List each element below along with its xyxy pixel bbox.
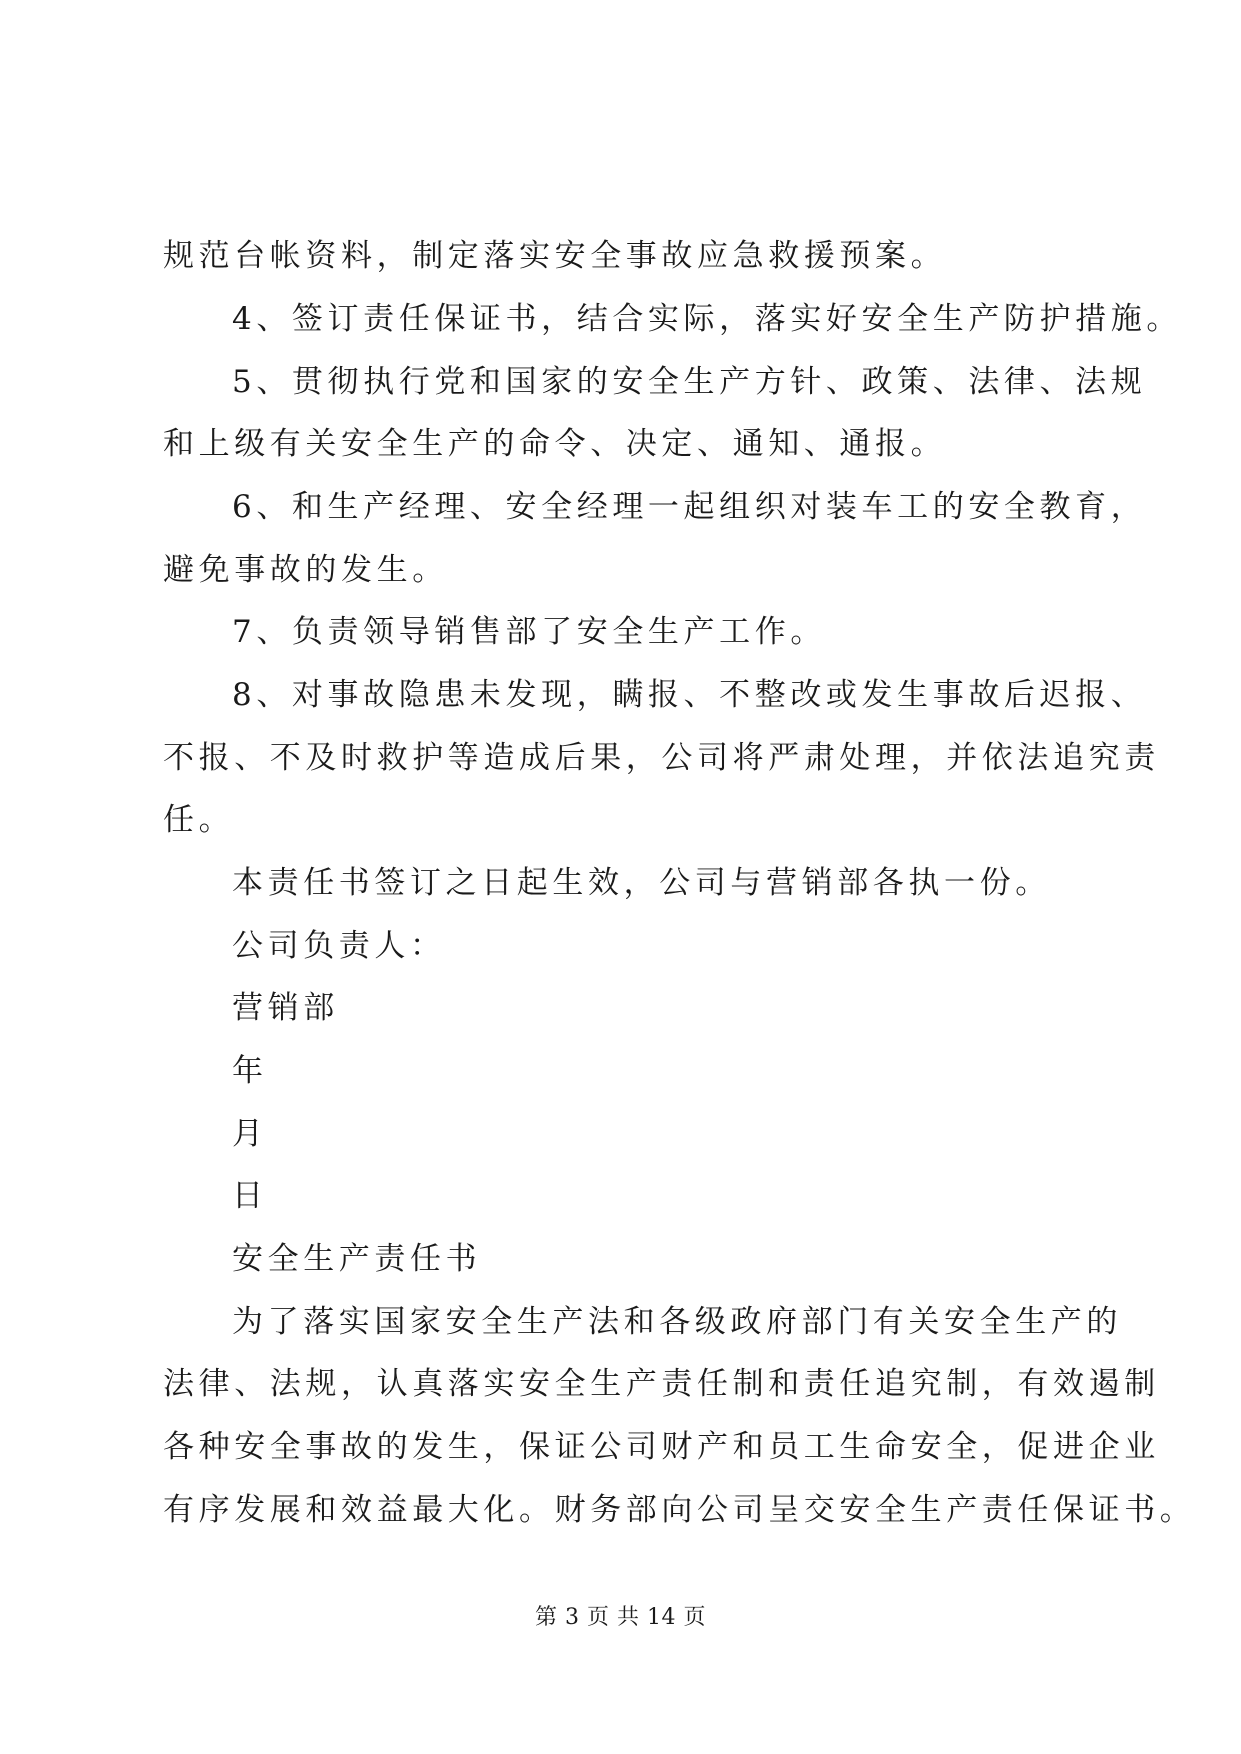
text-line: 6、和生产经理、安全经理一起组织对装车工的安全教育，: [232, 489, 1147, 525]
text-line: 为了落实国家安全生产法和各级政府部门有关安全生产的: [232, 1304, 1122, 1340]
text-line: 和上级有关安全生产的命令、决定、通知、通报。: [163, 426, 947, 462]
text-line: 日: [232, 1178, 268, 1214]
text-line: 7、负责领导销售部了安全生产工作。: [232, 614, 826, 650]
text-line: 有序发展和效益最大化。财务部向公司呈交安全生产责任保证书。: [163, 1492, 1196, 1528]
text-line: 8、对事故隐患未发现，瞒报、不整改或发生事故后迟报、: [232, 677, 1147, 713]
section-title: 安全生产责任书: [232, 1241, 482, 1277]
text-line: 各种安全事故的发生，保证公司财产和员工生命安全，促进企业: [163, 1429, 1160, 1465]
text-line: 本责任书签订之日起生效，公司与营销部各执一份。: [232, 865, 1051, 901]
text-line: 公司负责人：: [232, 928, 446, 964]
text-line: 规范台帐资料，制定落实安全事故应急救援预案。: [163, 238, 947, 274]
text-line: 4、签订责任保证书，结合实际，落实好安全生产防护措施。: [232, 301, 1182, 337]
page-footer: 第 3 页 共 14 页: [535, 1605, 706, 1630]
text-line: 任。: [163, 802, 235, 838]
text-line: 月: [232, 1116, 268, 1152]
text-line: 营销部: [232, 990, 339, 1026]
text-line: 5、贯彻执行党和国家的安全生产方针、政策、法律、法规: [232, 364, 1147, 400]
text-line: 避免事故的发生。: [163, 552, 448, 588]
text-line: 法律、法规，认真落实安全生产责任制和责任追究制，有效遏制: [163, 1366, 1160, 1402]
text-line: 不报、不及时救护等造成后果，公司将严肃处理，并依法追究责: [163, 740, 1160, 776]
text-line: 年: [232, 1053, 268, 1089]
